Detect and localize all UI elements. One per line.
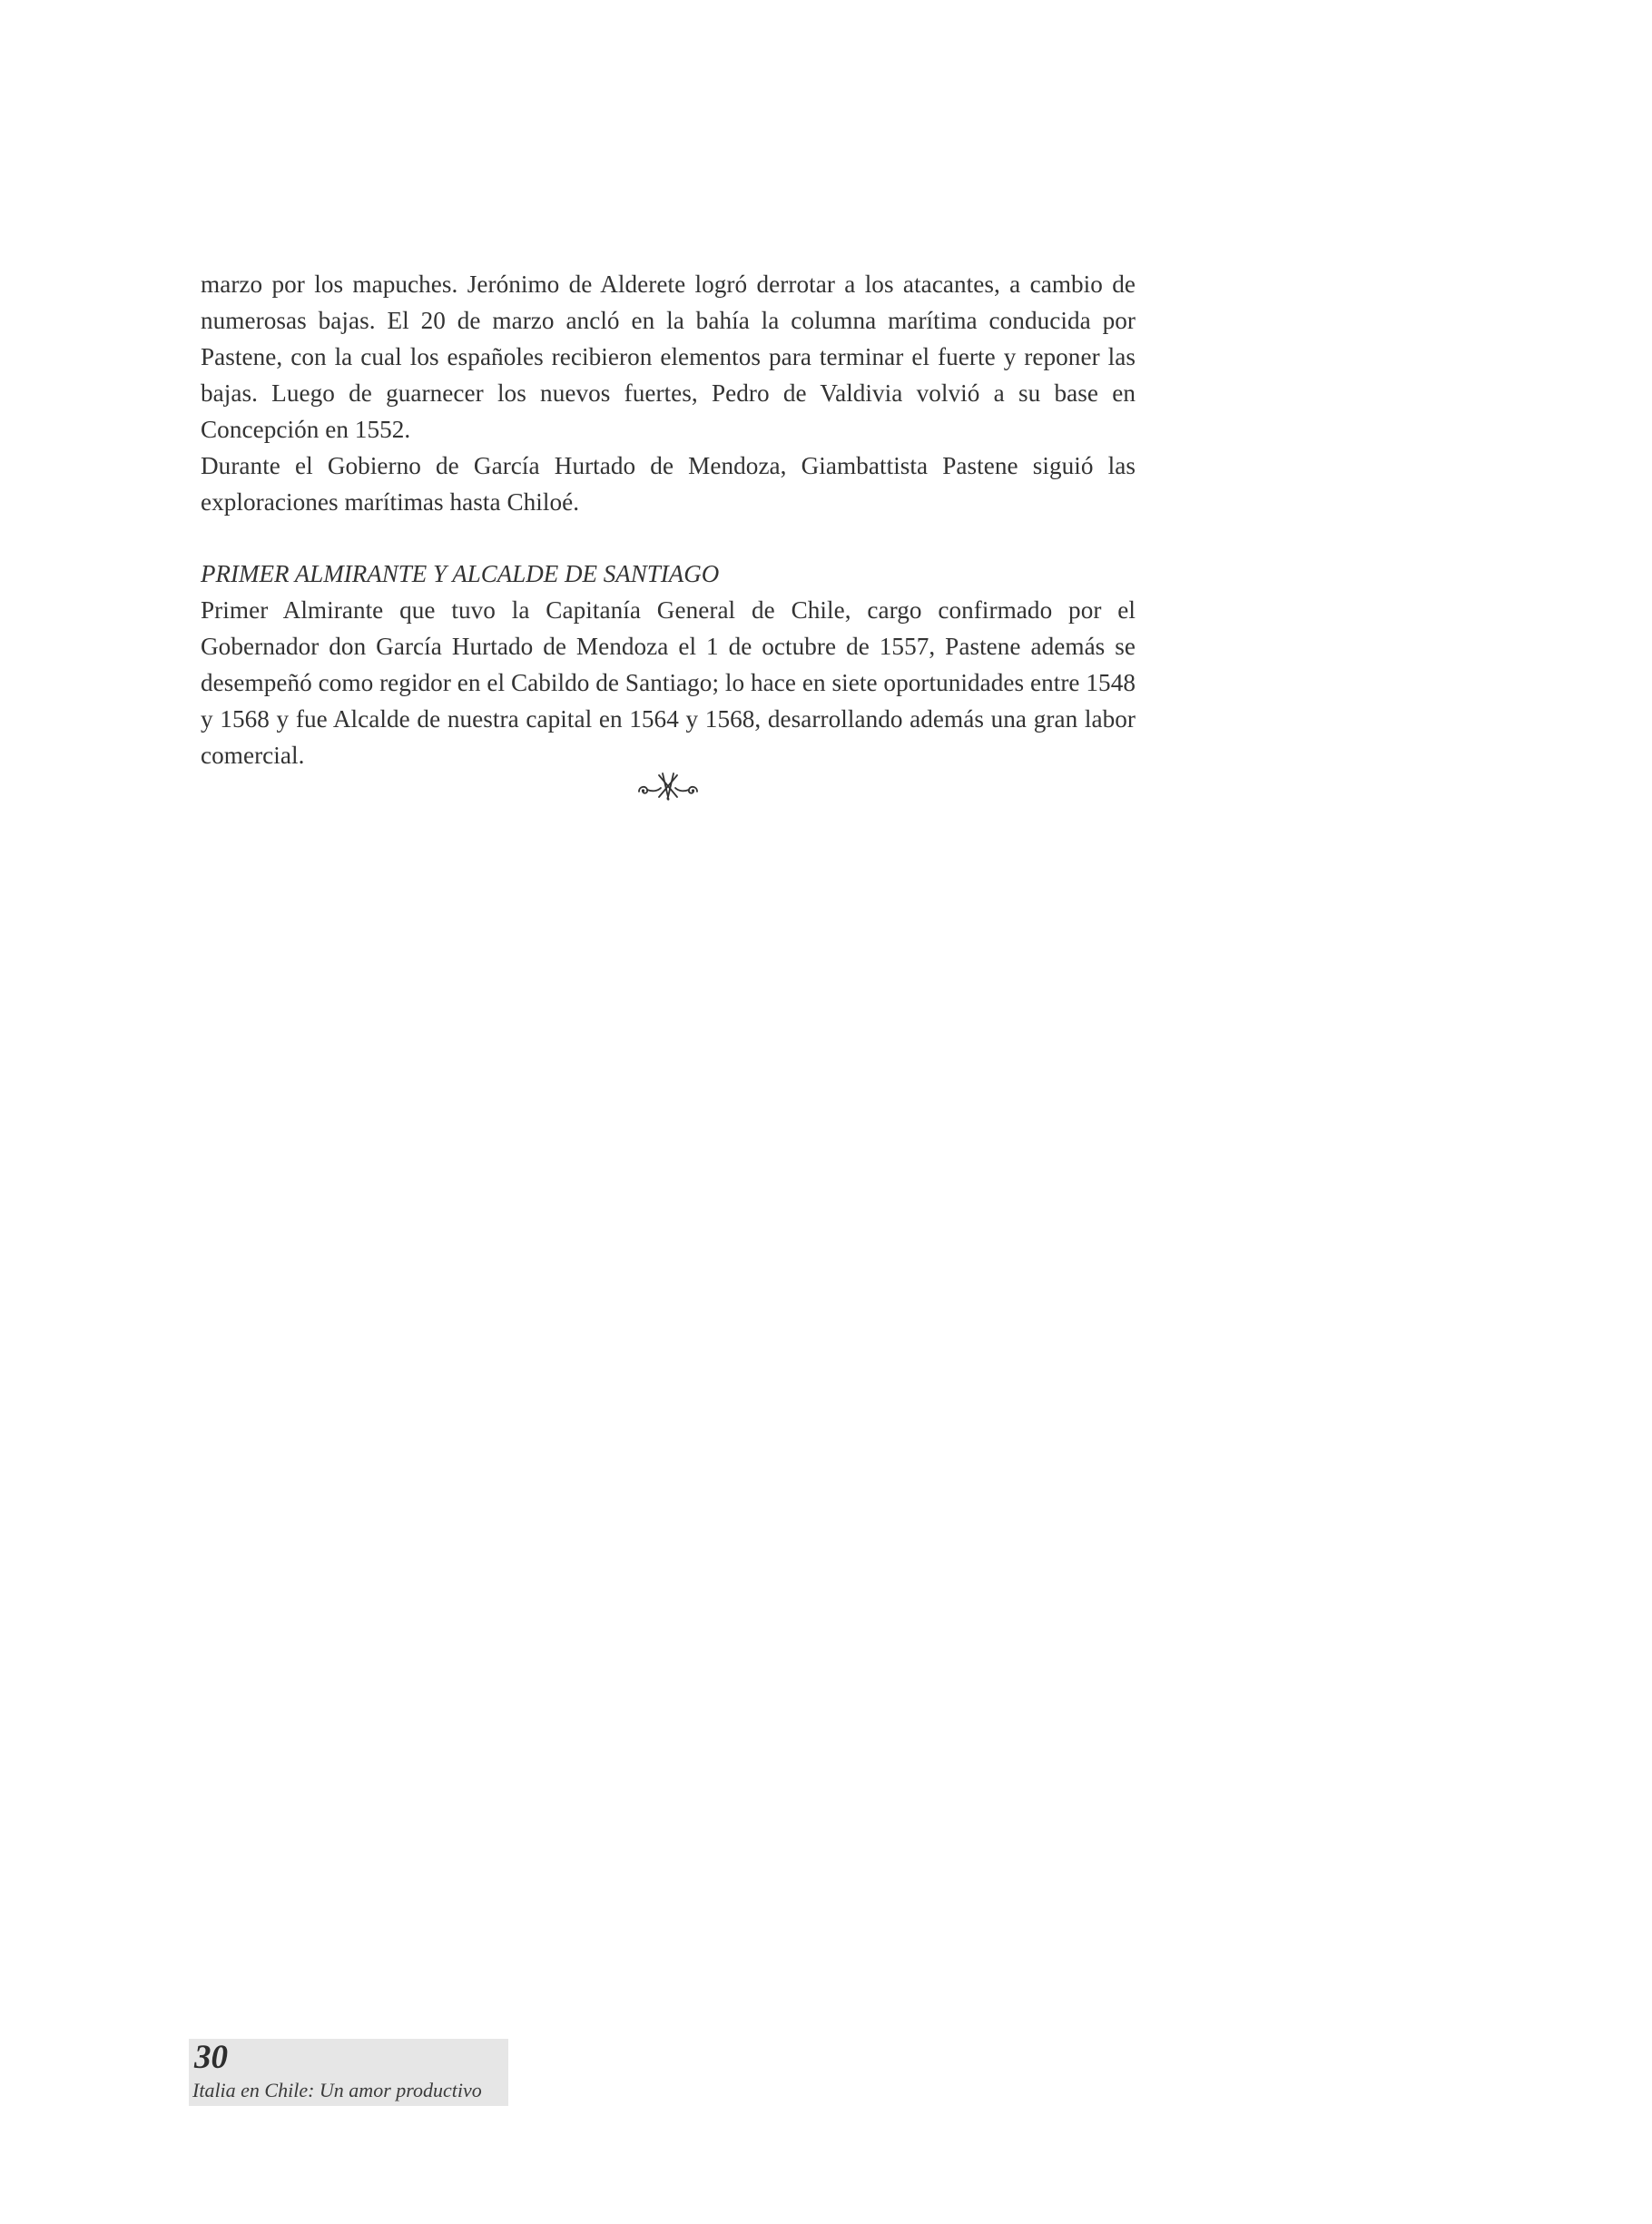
section-paragraph: Primer Almirante que tuvo la Capitanía General de Chile, cargo confirmado por el Gobernador don García Hurtado de Mendoza el 1 de octubre de 1557, Pastene además se desempeñó como regidor en el Cabildo de Santiago; lo hace en siete oportunidades entre 1548 y 1568 y fue Alcalde de nuestra capital en 1564 y 1568, desarrollando además una gran labor comercial. bbox=[201, 596, 1136, 769]
page-footer bbox=[189, 2039, 508, 2106]
body-paragraph-1: marzo por los mapuches. Jerónimo de Alderete logró derrotar a los atacantes, a cambio de numerosas bajas. El 20 de marzo ancló en la bahía la columna marítima conducida por Pastene, con la cual los españoles recibieron elementos para terminar el fuerte y reponer las bajas. Luego de guarnecer los nuevos fuertes, Pedro de Valdivia volvió a su base en Concepción en 1552. bbox=[201, 271, 1136, 443]
section-heading: PRIMER ALMIRANTE Y ALCALDE DE SANTIAGO bbox=[201, 560, 720, 587]
body-paragraph-2: Durante el Gobierno de García Hurtado de Mendoza, Giambattista Pastene siguió las exploraciones marítimas hasta Chiloé. bbox=[201, 452, 1136, 516]
book-title: Italia en Chile: Un amor productivo bbox=[192, 2079, 482, 2101]
fleuron-icon bbox=[635, 770, 701, 802]
page-number: 30 bbox=[194, 2039, 228, 2076]
paragraph-spacer bbox=[201, 520, 1136, 556]
main-text-block bbox=[201, 266, 1136, 773]
